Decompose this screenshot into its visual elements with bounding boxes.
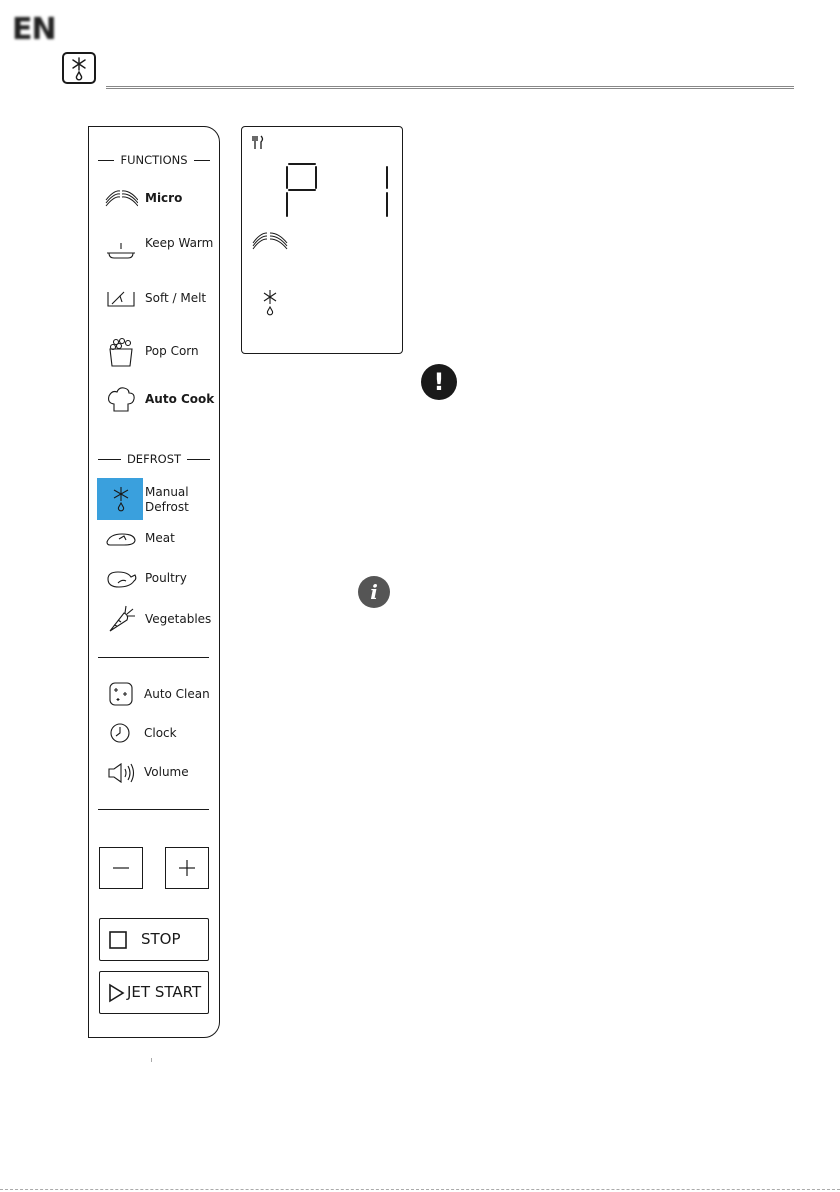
vegetables-button[interactable] xyxy=(104,603,216,637)
meat-label: Meat xyxy=(145,531,175,545)
lcd-display xyxy=(241,126,403,354)
plus-button[interactable] xyxy=(165,847,209,889)
auto-cook-button[interactable] xyxy=(104,384,216,418)
poultry-label: Poultry xyxy=(145,571,187,585)
soft-melt-label: Soft / Melt xyxy=(145,291,207,305)
mark xyxy=(151,1058,152,1062)
keep-warm-button[interactable] xyxy=(104,236,216,270)
header-rule xyxy=(106,86,794,89)
vegetables-icon xyxy=(104,603,138,637)
clock-button[interactable] xyxy=(104,717,216,751)
manual-defrost-label: Manual Defrost xyxy=(145,485,189,514)
defrost-title: DEFROST xyxy=(98,451,210,467)
info-icon: i xyxy=(358,576,390,608)
keep-warm-icon xyxy=(104,236,138,270)
popcorn-button[interactable] xyxy=(104,336,216,370)
auto-clean-icon xyxy=(104,678,138,712)
jet-start-button[interactable] xyxy=(99,971,209,1014)
auto-clean-button[interactable] xyxy=(104,678,216,712)
microwave-waves-icon xyxy=(253,233,287,249)
popcorn-icon xyxy=(104,336,138,370)
manual-defrost-icon xyxy=(264,290,276,315)
divider xyxy=(98,657,209,658)
keep-warm-label: Keep Warm xyxy=(145,236,214,250)
microwave-waves-icon xyxy=(104,182,138,216)
language-tag: EN xyxy=(12,12,56,47)
poultry-button[interactable] xyxy=(104,562,216,596)
functions-title: FUNCTIONS xyxy=(98,152,210,168)
stop-label: STOP xyxy=(141,930,181,948)
volume-icon xyxy=(104,756,138,790)
clock-label: Clock xyxy=(144,726,177,740)
auto-clean-label: Auto Clean xyxy=(144,687,210,701)
minus-button[interactable] xyxy=(99,847,143,889)
manual-defrost-icon xyxy=(104,482,138,516)
plus-icon xyxy=(177,858,197,878)
jet-start-label: JET START xyxy=(127,983,202,1001)
play-icon xyxy=(108,983,126,1003)
program-letter-segments xyxy=(287,164,316,216)
meat-icon xyxy=(104,522,138,556)
stop-icon xyxy=(108,930,128,950)
divider xyxy=(98,809,209,810)
page-bottom-rule xyxy=(0,1189,840,1190)
volume-button[interactable] xyxy=(104,756,216,790)
vegetables-label: Vegetables xyxy=(145,612,212,626)
minus-icon xyxy=(111,858,131,878)
micro-label: Micro xyxy=(145,191,183,205)
manual-defrost-button[interactable] xyxy=(104,482,216,516)
poultry-icon xyxy=(104,562,138,596)
auto-cook-label: Auto Cook xyxy=(145,392,215,406)
warning-icon: ! xyxy=(421,364,457,400)
popcorn-label: Pop Corn xyxy=(145,344,199,358)
soft-melt-button[interactable] xyxy=(104,284,216,318)
chef-hat-icon xyxy=(104,384,138,418)
soft-melt-icon xyxy=(104,284,138,318)
meat-button[interactable] xyxy=(104,522,216,556)
stop-button[interactable] xyxy=(99,918,209,961)
cutlery-icon xyxy=(253,136,263,149)
micro-button[interactable] xyxy=(104,182,216,216)
volume-label: Volume xyxy=(144,765,189,779)
clock-icon xyxy=(104,717,138,751)
manual-defrost-icon xyxy=(62,52,96,84)
